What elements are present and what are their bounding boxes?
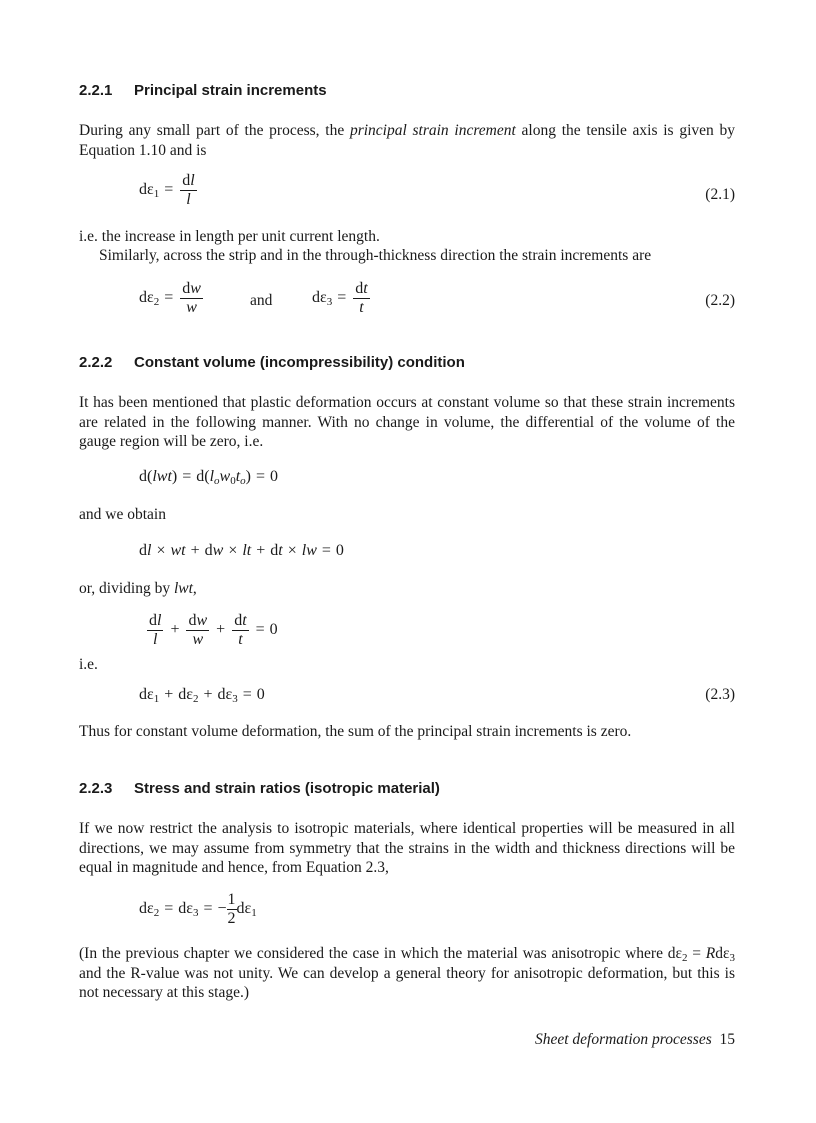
equation-2-2-left: $d\varepsilon_2$ = $\frac{dw}{w}$	[139, 280, 201, 316]
section-title: Stress and strain ratios (isotropic material)	[134, 780, 440, 797]
section-number: 2.2.2	[79, 354, 113, 371]
paragraph-anisotropic-note: (In the previous chapter we considered the case in which the material was anisotropic where $d\varepsilon_2 = Rd\varepsilon_3$ and the R-value was not unity. We can develop a general theory for anisotropic deformation, but this is not necessary at this stage.)	[79, 945, 735, 1001]
paragraph-constant-volume: It has been mentioned that plastic deformation occurs at constant volume so that these strain increments are related in the following manner. With no change in volume, the differential of the volume of the gauge region will be zero, i.e.	[79, 394, 735, 450]
emphasized-term: principal strain increment	[349, 122, 516, 139]
paragraph-isotropic: If we now restrict the analysis to isotropic materials, where identical properties will be measured in all directions, we may assume from symmetry that the strains in the width and thickness directions will be equal in magnitude and hence, from Equation 2.3,	[79, 820, 735, 876]
paragraph-dividing: or, dividing by lwt,	[79, 580, 197, 597]
running-title: Sheet deformation processes	[534, 1031, 712, 1048]
equation-volume-differential: $d(lwt) = d(l_ow_0t_o) = 0$	[139, 468, 279, 487]
section-heading-2-2-1	[79, 82, 327, 99]
section-number: 2.2.1	[79, 82, 113, 99]
equation-2-2-right: $d\varepsilon_3$ = $\frac{dt}{t}$	[312, 280, 368, 316]
equation-number-2-1: (2.1)	[705, 186, 735, 203]
section-title: Constant volume (incompressibility) condition	[134, 354, 465, 371]
equation-fraction-sum: $\frac{dl}{l}$ + $\frac{dw}{w}$ + $\frac{dt}{t}$ = 0	[149, 612, 278, 648]
paragraph-similarly: Similarly, across the strip and in the through-thickness direction the strain increments are	[99, 247, 652, 264]
section-number: 2.2.3	[79, 780, 113, 797]
equation-number-2-2: (2.2)	[705, 292, 735, 309]
section-heading-2-2-3	[79, 780, 440, 797]
section-title: Principal strain increments	[134, 82, 327, 99]
paragraph-principal-strain: During any small part of the process, the principal strain increment along the tensile axis is given by Equation 1.10 and is	[79, 122, 735, 159]
equation-number-2-3: (2.3)	[705, 686, 735, 703]
section-heading-2-2-2	[79, 354, 465, 371]
equation-connector-and: and	[250, 292, 273, 309]
equation-isotropic-ratio: $d\varepsilon_2 = d\varepsilon_3$ = − $\frac{1}{2}$ $d\varepsilon_1$	[139, 891, 257, 927]
equation-2-1: $d\varepsilon_1$ = $\frac{dl}{l}$	[139, 172, 195, 208]
paragraph-ie: i.e.	[79, 656, 98, 673]
equation-expanded-differential: dl × wt + dw × lt + dt × lw = 0	[139, 542, 344, 559]
page-number: 15	[719, 1031, 735, 1048]
paragraph-length-increase: i.e. the increase in length per unit current length.	[79, 228, 380, 245]
page-footer	[535, 1031, 735, 1049]
paragraph-sum-zero: Thus for constant volume deformation, the sum of the principal strain increments is zero.	[79, 723, 632, 740]
paragraph-we-obtain: and we obtain	[79, 506, 166, 523]
equation-2-3: $d\varepsilon_1 + d\varepsilon_2 + d\varepsilon_3 = 0$	[139, 686, 265, 705]
